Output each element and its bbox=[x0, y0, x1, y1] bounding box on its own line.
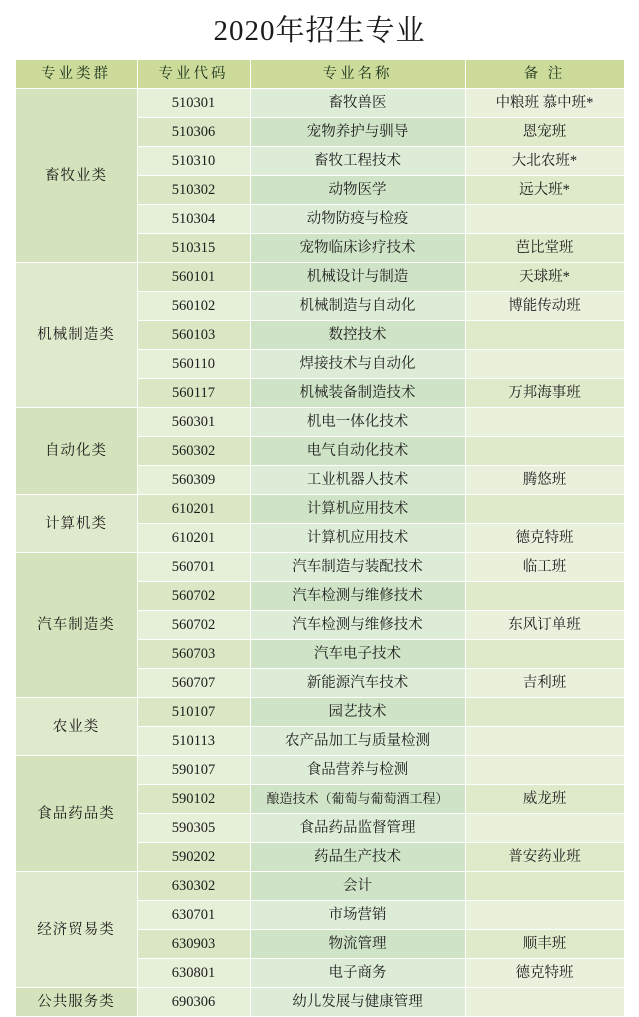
major-name-cell: 畜牧工程技术 bbox=[250, 147, 465, 176]
major-name-cell: 机电一体化技术 bbox=[250, 408, 465, 437]
major-code-cell: 560702 bbox=[137, 582, 250, 611]
major-code-cell: 630302 bbox=[137, 872, 250, 901]
column-header-name: 专业名称 bbox=[250, 60, 465, 89]
major-note-cell: 天球班* bbox=[465, 263, 624, 292]
major-note-cell bbox=[465, 698, 624, 727]
table-row bbox=[15, 495, 624, 524]
table-header bbox=[15, 60, 624, 89]
major-note-cell bbox=[465, 872, 624, 901]
major-name-cell: 宠物养护与驯导 bbox=[250, 118, 465, 147]
major-name-cell: 物流管理 bbox=[250, 930, 465, 959]
major-name-cell: 食品营养与检测 bbox=[250, 756, 465, 785]
major-name-cell: 计算机应用技术 bbox=[250, 524, 465, 553]
major-note-cell bbox=[465, 814, 624, 843]
major-note-cell bbox=[465, 350, 624, 379]
major-name-cell: 药品生产技术 bbox=[250, 843, 465, 872]
table-row bbox=[15, 988, 624, 1017]
major-code-cell: 560707 bbox=[137, 669, 250, 698]
major-code-cell: 590202 bbox=[137, 843, 250, 872]
major-code-cell: 510304 bbox=[137, 205, 250, 234]
major-note-cell bbox=[465, 408, 624, 437]
major-name-cell: 动物防疫与检疫 bbox=[250, 205, 465, 234]
major-name-cell: 电气自动化技术 bbox=[250, 437, 465, 466]
major-code-cell: 510301 bbox=[137, 89, 250, 118]
major-code-cell: 560701 bbox=[137, 553, 250, 582]
table-row bbox=[15, 872, 624, 901]
major-code-cell: 510315 bbox=[137, 234, 250, 263]
major-note-cell bbox=[465, 495, 624, 524]
major-name-cell: 电子商务 bbox=[250, 959, 465, 988]
major-group-cell: 农业类 bbox=[15, 698, 137, 756]
major-name-cell: 焊接技术与自动化 bbox=[250, 350, 465, 379]
major-name-cell: 汽车制造与装配技术 bbox=[250, 553, 465, 582]
major-code-cell: 630701 bbox=[137, 901, 250, 930]
major-name-cell: 幼儿发展与健康管理 bbox=[250, 988, 465, 1017]
table-row bbox=[15, 89, 624, 118]
column-header-code: 专业代码 bbox=[137, 60, 250, 89]
major-name-cell: 宠物临床诊疗技术 bbox=[250, 234, 465, 263]
major-note-cell: 东风订单班 bbox=[465, 611, 624, 640]
major-name-cell: 园艺技术 bbox=[250, 698, 465, 727]
major-code-cell: 690306 bbox=[137, 988, 250, 1017]
major-code-cell: 610201 bbox=[137, 495, 250, 524]
major-note-cell bbox=[465, 321, 624, 350]
major-group-cell: 食品药品类 bbox=[15, 756, 137, 872]
major-note-cell: 普安药业班 bbox=[465, 843, 624, 872]
major-code-cell: 560102 bbox=[137, 292, 250, 321]
major-group-cell: 畜牧业类 bbox=[15, 89, 137, 263]
table-header-row bbox=[15, 60, 624, 89]
major-note-cell: 顺丰班 bbox=[465, 930, 624, 959]
major-code-cell: 590305 bbox=[137, 814, 250, 843]
major-name-cell: 计算机应用技术 bbox=[250, 495, 465, 524]
major-code-cell: 560703 bbox=[137, 640, 250, 669]
major-group-cell: 公共服务类 bbox=[15, 988, 137, 1017]
major-code-cell: 560117 bbox=[137, 379, 250, 408]
major-name-cell: 机械设计与制造 bbox=[250, 263, 465, 292]
major-code-cell: 590102 bbox=[137, 785, 250, 814]
major-note-cell: 腾悠班 bbox=[465, 466, 624, 495]
major-name-cell: 动物医学 bbox=[250, 176, 465, 205]
major-name-cell: 数控技术 bbox=[250, 321, 465, 350]
major-note-cell: 吉利班 bbox=[465, 669, 624, 698]
major-name-cell: 会计 bbox=[250, 872, 465, 901]
major-code-cell: 560309 bbox=[137, 466, 250, 495]
major-name-cell: 市场营销 bbox=[250, 901, 465, 930]
major-code-cell: 510302 bbox=[137, 176, 250, 205]
major-name-cell: 新能源汽车技术 bbox=[250, 669, 465, 698]
major-note-cell: 临工班 bbox=[465, 553, 624, 582]
major-note-cell: 德克特班 bbox=[465, 959, 624, 988]
major-note-cell bbox=[465, 756, 624, 785]
major-code-cell: 560103 bbox=[137, 321, 250, 350]
major-name-cell: 机械装备制造技术 bbox=[250, 379, 465, 408]
major-group-cell: 机械制造类 bbox=[15, 263, 137, 408]
major-code-cell: 510107 bbox=[137, 698, 250, 727]
major-note-cell bbox=[465, 205, 624, 234]
major-note-cell: 远大班* bbox=[465, 176, 624, 205]
major-note-cell bbox=[465, 437, 624, 466]
major-name-cell: 工业机器人技术 bbox=[250, 466, 465, 495]
major-note-cell: 万邦海事班 bbox=[465, 379, 624, 408]
major-note-cell: 中粮班 慕中班* bbox=[465, 89, 624, 118]
major-code-cell: 630903 bbox=[137, 930, 250, 959]
major-code-cell: 560302 bbox=[137, 437, 250, 466]
major-name-cell: 农产品加工与质量检测 bbox=[250, 727, 465, 756]
major-code-cell: 560301 bbox=[137, 408, 250, 437]
table-row bbox=[15, 698, 624, 727]
major-name-cell: 汽车检测与维修技术 bbox=[250, 611, 465, 640]
major-code-cell: 590107 bbox=[137, 756, 250, 785]
major-note-cell: 大北农班* bbox=[465, 147, 624, 176]
column-header-note: 备 注 bbox=[465, 60, 624, 89]
major-name-cell: 酿造技术（葡萄与葡萄酒工程） bbox=[250, 785, 465, 814]
major-note-cell: 德克特班 bbox=[465, 524, 624, 553]
major-name-cell: 机械制造与自动化 bbox=[250, 292, 465, 321]
major-name-cell: 畜牧兽医 bbox=[250, 89, 465, 118]
table-body bbox=[15, 89, 624, 1017]
major-group-cell: 经济贸易类 bbox=[15, 872, 137, 988]
majors-table bbox=[15, 59, 625, 1017]
major-name-cell: 汽车电子技术 bbox=[250, 640, 465, 669]
major-code-cell: 560702 bbox=[137, 611, 250, 640]
column-header-group: 专业类群 bbox=[15, 60, 137, 89]
major-code-cell: 510306 bbox=[137, 118, 250, 147]
major-note-cell bbox=[465, 640, 624, 669]
table-row bbox=[15, 756, 624, 785]
major-code-cell: 610201 bbox=[137, 524, 250, 553]
major-note-cell: 恩宠班 bbox=[465, 118, 624, 147]
major-code-cell: 560101 bbox=[137, 263, 250, 292]
major-note-cell: 威龙班 bbox=[465, 785, 624, 814]
major-note-cell bbox=[465, 988, 624, 1017]
major-note-cell: 博能传动班 bbox=[465, 292, 624, 321]
major-code-cell: 630801 bbox=[137, 959, 250, 988]
major-code-cell: 510310 bbox=[137, 147, 250, 176]
major-name-cell: 食品药品监督管理 bbox=[250, 814, 465, 843]
page-title: 2020年招生专业 bbox=[213, 15, 426, 47]
major-name-cell: 汽车检测与维修技术 bbox=[250, 582, 465, 611]
major-group-cell: 计算机类 bbox=[15, 495, 137, 553]
major-note-cell bbox=[465, 582, 624, 611]
major-group-cell: 汽车制造类 bbox=[15, 553, 137, 698]
major-note-cell: 芭比堂班 bbox=[465, 234, 624, 263]
table-row bbox=[15, 553, 624, 582]
major-note-cell bbox=[465, 901, 624, 930]
major-note-cell bbox=[465, 727, 624, 756]
table-row bbox=[15, 408, 624, 437]
table-row bbox=[15, 263, 624, 292]
major-code-cell: 560110 bbox=[137, 350, 250, 379]
major-code-cell: 510113 bbox=[137, 727, 250, 756]
major-group-cell: 自动化类 bbox=[15, 408, 137, 495]
